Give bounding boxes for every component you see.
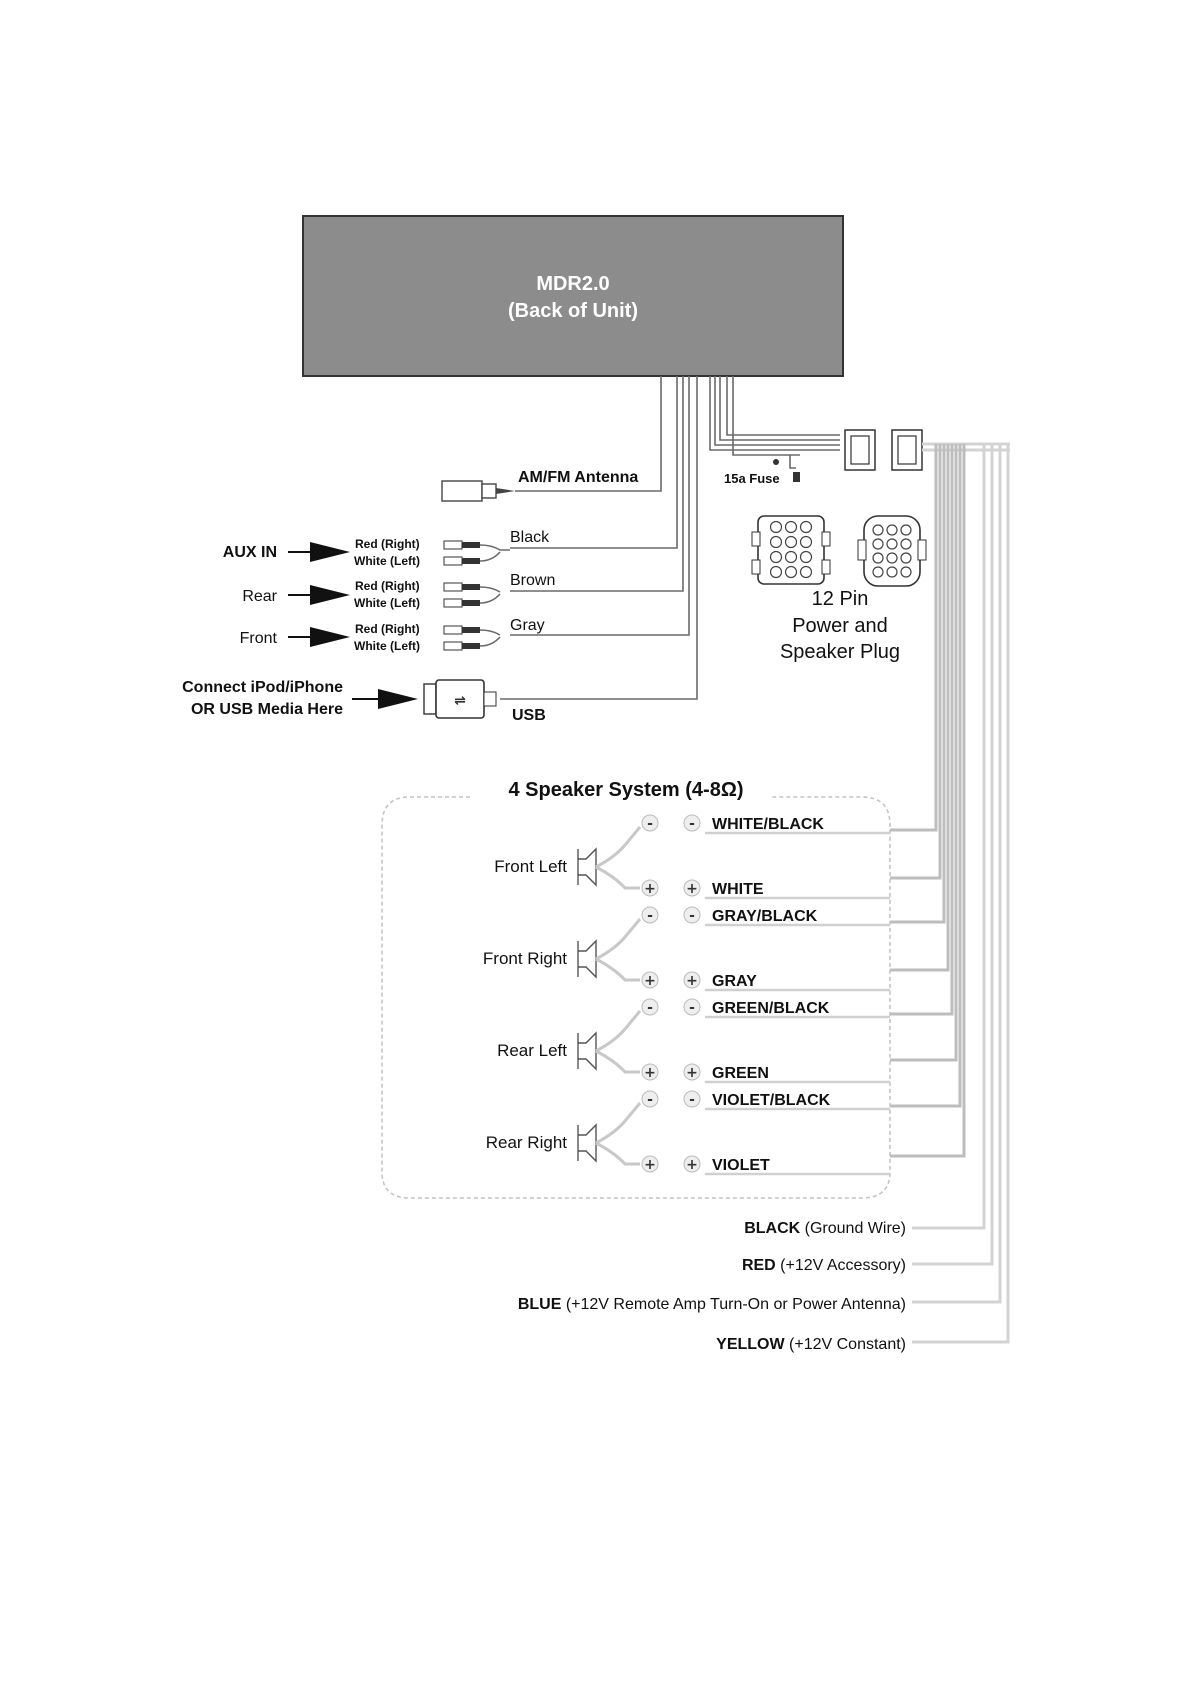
usb-label: USB — [512, 707, 546, 724]
plug-label-line3: Speaker Plug — [779, 641, 901, 663]
speaker-pos-wire: GRAY — [712, 973, 757, 990]
usb-line2: OR USB Media Here — [190, 701, 343, 718]
plus-symbol: + — [644, 1065, 656, 1081]
plug-pin — [786, 522, 797, 533]
plug-pin — [873, 553, 883, 563]
speaker-rear-left — [497, 999, 890, 1082]
speaker-neg-wire: GRAY/BLACK — [712, 908, 818, 925]
fuse-label: 15a Fuse — [724, 471, 780, 486]
plug-pin — [801, 567, 812, 578]
power-wire-red: RED (+12V Accessory) — [741, 1257, 906, 1274]
usb-icon: ⇌ — [454, 693, 466, 709]
minus-symbol: - — [647, 908, 653, 924]
plus-symbol: + — [686, 881, 698, 897]
plug-pin — [786, 567, 797, 578]
plug-pin — [887, 525, 897, 535]
plug-pin — [786, 552, 797, 563]
rca-right-label: Red (Right) — [355, 579, 420, 593]
minus-symbol: - — [647, 1092, 653, 1108]
minus-symbol: - — [689, 1000, 695, 1016]
harness-connector — [845, 430, 922, 470]
plus-symbol: + — [686, 1065, 698, 1081]
plug-label-line2: Power and — [792, 615, 888, 637]
speaker-name: Rear Left — [497, 1041, 567, 1060]
speaker-icon — [578, 941, 596, 977]
speaker-system-frame — [382, 797, 890, 1198]
speaker-front-right — [483, 907, 890, 990]
speaker-icon — [578, 849, 596, 885]
speaker-neg-wire: VIOLET/BLACK — [712, 1092, 831, 1109]
rca-name: Front — [239, 630, 277, 647]
plus-symbol: + — [644, 881, 656, 897]
minus-symbol: - — [689, 816, 695, 832]
plug-pin — [786, 537, 797, 548]
plug-pin — [873, 539, 883, 549]
plug-pin — [771, 567, 782, 578]
plug-pin — [873, 567, 883, 577]
head-unit — [303, 216, 843, 376]
speaker-list — [483, 815, 890, 1174]
speaker-icon — [578, 1033, 596, 1069]
rca-right-label: Red (Right) — [355, 537, 420, 551]
speaker-front-left — [494, 815, 890, 898]
arrow-icon — [378, 689, 418, 709]
plug-pin — [771, 537, 782, 548]
speaker-icon — [578, 1125, 596, 1161]
plug-pin — [901, 525, 911, 535]
plug-pin — [887, 539, 897, 549]
rca-name: AUX IN — [222, 544, 277, 561]
minus-symbol: - — [647, 1000, 653, 1016]
antenna-label: AM/FM Antenna — [518, 469, 639, 486]
power-wire-blue: BLUE (+12V Remote Amp Turn-On or Power Antenna) — [517, 1296, 906, 1313]
plug-pin — [887, 567, 897, 577]
plus-symbol: + — [686, 1157, 698, 1173]
rca-input-aux — [223, 529, 550, 568]
arrow-icon — [310, 627, 350, 647]
unit-name: MDR2.0 — [536, 273, 610, 295]
plug-pin — [873, 525, 883, 535]
usb-line1: Connect iPod/iPhone — [182, 679, 343, 696]
plug-pin — [801, 537, 812, 548]
speaker-rear-right — [486, 1091, 890, 1174]
rca-right-label: Red (Right) — [355, 622, 420, 636]
rca-name: Rear — [242, 588, 277, 605]
minus-symbol: - — [647, 816, 653, 832]
speaker-name: Front Right — [482, 949, 567, 968]
plug-pin — [801, 522, 812, 533]
antenna-plug — [442, 481, 515, 501]
rca-left-label: White (Left) — [354, 596, 420, 610]
minus-symbol: - — [689, 1092, 695, 1108]
rca-wire-color: Brown — [510, 572, 556, 589]
rca-wire-color: Black — [510, 529, 550, 546]
plug-pin — [801, 552, 812, 563]
rca-wire-color: Gray — [510, 617, 545, 634]
speaker-system-title: 4 Speaker System (4-8Ω) — [508, 779, 744, 801]
speaker-pos-wire: GREEN — [712, 1065, 769, 1082]
power-wire-black: BLACK (Ground Wire) — [744, 1220, 906, 1237]
speaker-pos-wire: VIOLET — [712, 1157, 770, 1174]
plug-pin — [901, 553, 911, 563]
unit-subtitle: (Back of Unit) — [508, 300, 638, 322]
usb-connector — [182, 679, 546, 724]
plug-label-line1: 12 Pin — [811, 588, 869, 610]
plug-pin — [771, 522, 782, 533]
rca-input-front — [240, 617, 545, 653]
plus-symbol: + — [686, 973, 698, 989]
plug-pin — [771, 552, 782, 563]
power-wire-yellow: YELLOW (+12V Constant) — [716, 1336, 906, 1353]
speaker-name: Rear Right — [485, 1133, 567, 1152]
arrow-icon — [310, 542, 350, 562]
plug-pin — [901, 539, 911, 549]
speaker-neg-wire: WHITE/BLACK — [712, 816, 824, 833]
speaker-neg-wire: GREEN/BLACK — [712, 1000, 830, 1017]
speaker-name: Front Left — [494, 857, 567, 876]
arrow-icon — [310, 585, 350, 605]
plus-symbol: + — [644, 973, 656, 989]
rca-left-label: White (Left) — [354, 639, 420, 653]
speaker-pos-wire: WHITE — [712, 881, 764, 898]
minus-symbol: - — [689, 908, 695, 924]
plug-pin — [887, 553, 897, 563]
plus-symbol: + — [644, 1157, 656, 1173]
rca-input-rear — [242, 572, 555, 610]
plug-pin — [901, 567, 911, 577]
rca-left-label: White (Left) — [354, 554, 420, 568]
power-wire-labels — [518, 1220, 906, 1353]
